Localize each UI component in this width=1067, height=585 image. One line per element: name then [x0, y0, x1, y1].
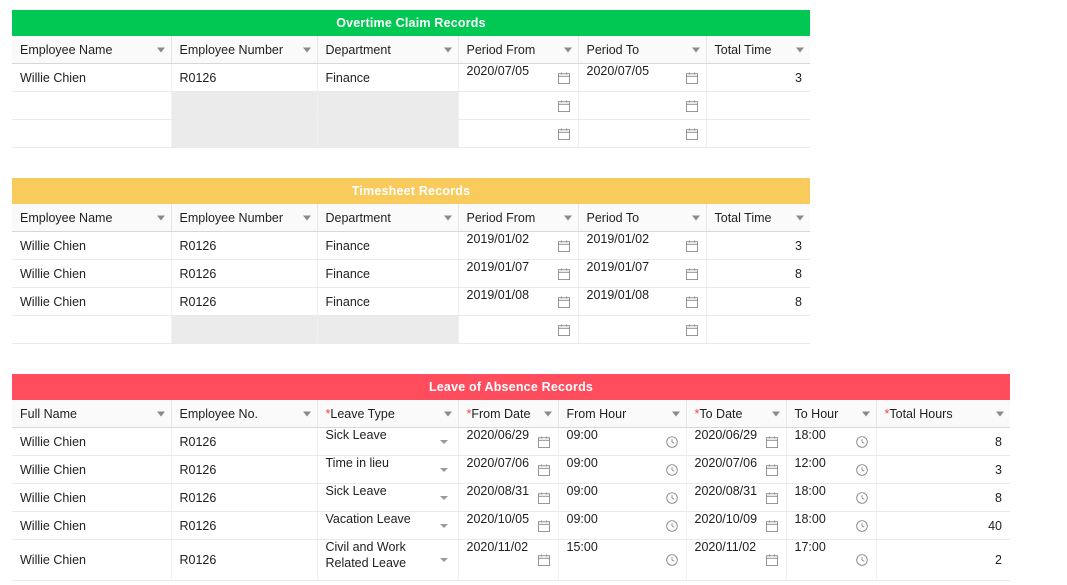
cell-department[interactable]: Finance [317, 260, 458, 288]
from-hour-value: 09:00 [566, 484, 598, 498]
from-date-value: 2020/06/29 [466, 428, 530, 442]
chevron-down-icon[interactable] [303, 411, 311, 416]
to-date-value: 2020/08/31 [694, 484, 758, 498]
calendar-icon[interactable] [538, 554, 550, 566]
required-marker: * [884, 406, 890, 421]
cell-leave-type[interactable] [317, 484, 458, 512]
cell-period-from[interactable] [458, 120, 578, 148]
calendar-icon[interactable] [686, 324, 698, 336]
chevron-down-icon[interactable] [440, 558, 448, 562]
to-date-value: 2020/06/29 [694, 428, 758, 442]
cell-period-to[interactable] [578, 120, 706, 148]
overtime-claim-records-block [12, 10, 810, 148]
column-header-total-time[interactable]: Total Time [706, 36, 810, 64]
cell-from-date[interactable] [458, 456, 558, 484]
clock-icon[interactable] [666, 492, 678, 504]
to-date-value: 2020/07/06 [694, 456, 758, 470]
cell-total-time[interactable] [706, 316, 810, 344]
cell-total-time[interactable]: 8 [706, 260, 810, 288]
required-marker: * [466, 406, 472, 421]
cell-to-hour[interactable] [786, 484, 876, 512]
clock-icon[interactable] [666, 554, 678, 566]
column-header-employee-no[interactable]: Employee No. [171, 400, 317, 428]
chevron-down-icon[interactable] [444, 411, 452, 416]
calendar-icon[interactable] [538, 520, 550, 532]
calendar-icon[interactable] [686, 296, 698, 308]
table-row[interactable] [12, 540, 1010, 581]
calendar-icon[interactable] [766, 554, 778, 566]
period-to-value: 2019/01/08 [586, 288, 650, 302]
to-date-value: 2020/10/09 [694, 512, 758, 526]
calendar-icon[interactable] [686, 240, 698, 252]
cell-to-hour[interactable] [786, 540, 876, 581]
cell-department[interactable] [317, 120, 458, 148]
chevron-down-icon[interactable] [157, 215, 165, 220]
cell-employee-number[interactable] [171, 120, 317, 148]
cell-period-to[interactable] [578, 260, 706, 288]
clock-icon[interactable] [666, 464, 678, 476]
column-header-employee-name[interactable]: Employee Name [12, 204, 171, 232]
cell-from-date[interactable] [458, 484, 558, 512]
column-header-to-hour[interactable]: To Hour [786, 400, 876, 428]
cell-period-from[interactable] [458, 232, 578, 260]
from-date-value: 2020/11/02 [466, 540, 529, 554]
column-header-total-time[interactable]: Total Time [706, 204, 810, 232]
table-row[interactable] [12, 316, 810, 344]
from-hour-value: 15:00 [566, 540, 598, 554]
timesheet-records-block [12, 178, 810, 344]
table-row[interactable] [12, 232, 810, 260]
leave-of-absence-records-table [12, 400, 1010, 581]
cell-employee-number[interactable] [171, 92, 317, 120]
cell-from-date[interactable] [458, 540, 558, 581]
column-header-from-hour[interactable]: From Hour [558, 400, 686, 428]
timesheet-records-table [12, 204, 810, 344]
chevron-down-icon[interactable] [692, 215, 700, 220]
cell-total-hours[interactable]: 8 [876, 484, 1010, 512]
cell-total-hours[interactable]: 8 [876, 428, 1010, 456]
cell-from-hour[interactable] [558, 428, 686, 456]
chevron-down-icon[interactable] [444, 215, 452, 220]
calendar-icon[interactable] [766, 464, 778, 476]
column-header-period-to[interactable]: Period To [578, 36, 706, 64]
timesheet-records-title: Timesheet Records [12, 178, 810, 204]
calendar-icon[interactable] [686, 268, 698, 280]
cell-to-date[interactable] [686, 512, 786, 540]
clock-icon[interactable] [856, 554, 868, 566]
table-row[interactable] [12, 484, 1010, 512]
table-header-row [12, 400, 1010, 428]
cell-to-hour[interactable] [786, 512, 876, 540]
chevron-down-icon[interactable] [157, 47, 165, 52]
leave-type-value: Vacation Leave [325, 512, 411, 526]
chevron-down-icon[interactable] [996, 411, 1004, 416]
period-to-value: 2019/01/07 [586, 260, 650, 274]
cell-period-from[interactable] [458, 260, 578, 288]
leave-type-value: Civil and Work Related Leave [325, 540, 407, 570]
chevron-down-icon[interactable] [157, 411, 165, 416]
cell-department[interactable]: Finance [317, 288, 458, 316]
calendar-icon[interactable] [538, 492, 550, 504]
cell-from-date[interactable] [458, 512, 558, 540]
cell-to-hour[interactable] [786, 456, 876, 484]
calendar-icon[interactable] [686, 128, 698, 140]
leave-of-absence-records-title: Leave of Absence Records [12, 374, 1010, 400]
cell-to-hour[interactable] [786, 428, 876, 456]
table-header-row [12, 36, 810, 64]
table-row[interactable] [12, 288, 810, 316]
overtime-claim-records-table [12, 36, 810, 148]
cell-total-time[interactable]: 8 [706, 288, 810, 316]
from-date-value: 2020/08/31 [466, 484, 530, 498]
chevron-down-icon[interactable] [564, 215, 572, 220]
calendar-icon[interactable] [686, 72, 698, 84]
overtime-claim-records-title: Overtime Claim Records [12, 10, 810, 36]
table-row[interactable] [12, 64, 810, 92]
cell-leave-type[interactable] [317, 540, 458, 581]
table-header-row [12, 204, 810, 232]
period-from-value: 2019/01/07 [466, 260, 530, 274]
cell-from-date[interactable] [458, 428, 558, 456]
chevron-down-icon[interactable] [440, 468, 448, 472]
clock-icon[interactable] [856, 436, 868, 448]
calendar-icon[interactable] [558, 240, 570, 252]
leave-type-value: Time in lieu [325, 456, 389, 470]
cell-total-hours[interactable]: 2 [876, 540, 1010, 581]
from-hour-value: 09:00 [566, 512, 598, 526]
cell-department[interactable]: Finance [317, 64, 458, 92]
column-header-full-name[interactable]: Full Name [12, 400, 171, 428]
calendar-icon[interactable] [558, 128, 570, 140]
table-row[interactable] [12, 120, 810, 148]
cell-total-hours[interactable]: 40 [876, 512, 1010, 540]
calendar-icon[interactable] [766, 492, 778, 504]
chevron-down-icon[interactable] [440, 524, 448, 528]
cell-total-time[interactable] [706, 92, 810, 120]
to-hour-value: 18:00 [794, 512, 826, 526]
cell-full-name[interactable]: Willie Chien [12, 484, 171, 512]
table-row[interactable] [12, 92, 810, 120]
cell-period-to[interactable] [578, 288, 706, 316]
chevron-down-icon[interactable] [692, 47, 700, 52]
column-header-period-from[interactable]: Period From [458, 204, 578, 232]
cell-department[interactable] [317, 316, 458, 344]
from-date-value: 2020/10/05 [466, 512, 530, 526]
cell-employee-no[interactable]: R0126 [171, 484, 317, 512]
table-row[interactable] [12, 260, 810, 288]
cell-department[interactable] [317, 92, 458, 120]
chevron-down-icon[interactable] [303, 215, 311, 220]
clock-icon[interactable] [666, 436, 678, 448]
cell-total-time[interactable] [706, 120, 810, 148]
column-header-department[interactable]: Department [317, 36, 458, 64]
table-row[interactable] [12, 428, 1010, 456]
column-header-employee-number[interactable]: Employee Number [171, 204, 317, 232]
cell-employee-no[interactable]: R0126 [171, 540, 317, 581]
to-date-value: 2020/11/02 [694, 540, 757, 554]
leave-of-absence-records-block [12, 374, 1010, 581]
to-hour-value: 18:00 [794, 484, 826, 498]
calendar-icon[interactable] [686, 100, 698, 112]
chevron-down-icon[interactable] [796, 215, 804, 220]
cell-employee-number[interactable] [171, 316, 317, 344]
chevron-down-icon[interactable] [544, 411, 552, 416]
calendar-icon[interactable] [558, 268, 570, 280]
period-to-value: 2019/01/02 [586, 232, 650, 246]
cell-employee-name[interactable] [12, 120, 171, 148]
cell-employee-no[interactable]: R0126 [171, 428, 317, 456]
chevron-down-icon[interactable] [440, 440, 448, 444]
cell-period-to[interactable] [578, 64, 706, 92]
calendar-icon[interactable] [538, 436, 550, 448]
column-header-department[interactable]: Department [317, 204, 458, 232]
cell-employee-name[interactable]: Willie Chien [12, 232, 171, 260]
cell-employee-number[interactable]: R0126 [171, 260, 317, 288]
cell-full-name[interactable]: Willie Chien [12, 456, 171, 484]
leave-type-value: Sick Leave [325, 484, 387, 498]
calendar-icon[interactable] [766, 520, 778, 532]
cell-period-to[interactable] [578, 316, 706, 344]
chevron-down-icon[interactable] [796, 47, 804, 52]
column-header-employee-number[interactable]: Employee Number [171, 36, 317, 64]
cell-period-from[interactable] [458, 316, 578, 344]
cell-total-hours[interactable]: 3 [876, 456, 1010, 484]
cell-employee-name[interactable]: Willie Chien [12, 288, 171, 316]
column-header-period-to[interactable]: Period To [578, 204, 706, 232]
cell-period-from[interactable] [458, 288, 578, 316]
cell-full-name[interactable]: Willie Chien [12, 540, 171, 581]
to-hour-value: 17:00 [794, 540, 826, 554]
clock-icon[interactable] [856, 464, 868, 476]
calendar-icon[interactable] [558, 100, 570, 112]
cell-total-time[interactable]: 3 [706, 64, 810, 92]
chevron-down-icon[interactable] [564, 47, 572, 52]
cell-from-hour[interactable] [558, 484, 686, 512]
clock-icon[interactable] [856, 492, 868, 504]
cell-to-date[interactable] [686, 484, 786, 512]
required-marker: * [694, 406, 700, 421]
calendar-icon[interactable] [538, 464, 550, 476]
column-header-from-date[interactable]: *From Date [458, 400, 558, 428]
cell-from-hour[interactable] [558, 512, 686, 540]
cell-from-hour[interactable] [558, 540, 686, 581]
from-date-value: 2020/07/06 [466, 456, 530, 470]
clock-icon[interactable] [856, 520, 868, 532]
cell-employee-name[interactable]: Willie Chien [12, 64, 171, 92]
cell-period-to[interactable] [578, 232, 706, 260]
cell-to-date[interactable] [686, 456, 786, 484]
cell-department[interactable]: Finance [317, 232, 458, 260]
to-hour-value: 12:00 [794, 456, 826, 470]
chevron-down-icon[interactable] [303, 47, 311, 52]
cell-employee-name[interactable] [12, 316, 171, 344]
cell-to-date[interactable] [686, 428, 786, 456]
chevron-down-icon[interactable] [672, 411, 680, 416]
cell-period-from[interactable] [458, 92, 578, 120]
calendar-icon[interactable] [558, 72, 570, 84]
chevron-down-icon[interactable] [862, 411, 870, 416]
period-to-value: 2020/07/05 [586, 64, 650, 78]
column-header-total-hours[interactable]: *Total Hours [876, 400, 1010, 428]
calendar-icon[interactable] [558, 324, 570, 336]
column-header-leave-type[interactable]: *Leave Type [317, 400, 458, 428]
cell-period-to[interactable] [578, 92, 706, 120]
leave-type-value: Sick Leave [325, 428, 387, 442]
column-header-to-date[interactable]: *To Date [686, 400, 786, 428]
cell-employee-number[interactable]: R0126 [171, 64, 317, 92]
cell-to-date[interactable] [686, 540, 786, 581]
cell-leave-type[interactable] [317, 428, 458, 456]
column-header-employee-name[interactable]: Employee Name [12, 36, 171, 64]
to-hour-value: 18:00 [794, 428, 826, 442]
cell-employee-number[interactable]: R0126 [171, 232, 317, 260]
clock-icon[interactable] [666, 520, 678, 532]
table-row[interactable] [12, 512, 1010, 540]
from-hour-value: 09:00 [566, 428, 598, 442]
cell-leave-type[interactable] [317, 456, 458, 484]
from-hour-value: 09:00 [566, 456, 598, 470]
chevron-down-icon[interactable] [440, 496, 448, 500]
period-from-value: 2019/01/08 [466, 288, 530, 302]
cell-employee-no[interactable]: R0126 [171, 512, 317, 540]
cell-full-name[interactable]: Willie Chien [12, 512, 171, 540]
table-row[interactable] [12, 456, 1010, 484]
cell-from-hour[interactable] [558, 456, 686, 484]
period-from-value: 2020/07/05 [466, 64, 530, 78]
cell-employee-no[interactable]: R0126 [171, 456, 317, 484]
chevron-down-icon[interactable] [444, 47, 452, 52]
cell-employee-name[interactable] [12, 92, 171, 120]
chevron-down-icon[interactable] [772, 411, 780, 416]
period-from-value: 2019/01/02 [466, 232, 530, 246]
required-marker: * [325, 406, 331, 421]
cell-period-from[interactable] [458, 64, 578, 92]
cell-employee-number[interactable]: R0126 [171, 288, 317, 316]
calendar-icon[interactable] [766, 436, 778, 448]
column-header-period-from[interactable]: Period From [458, 36, 578, 64]
cell-employee-name[interactable]: Willie Chien [12, 260, 171, 288]
cell-total-time[interactable]: 3 [706, 232, 810, 260]
cell-full-name[interactable]: Willie Chien [12, 428, 171, 456]
cell-leave-type[interactable] [317, 512, 458, 540]
calendar-icon[interactable] [558, 296, 570, 308]
